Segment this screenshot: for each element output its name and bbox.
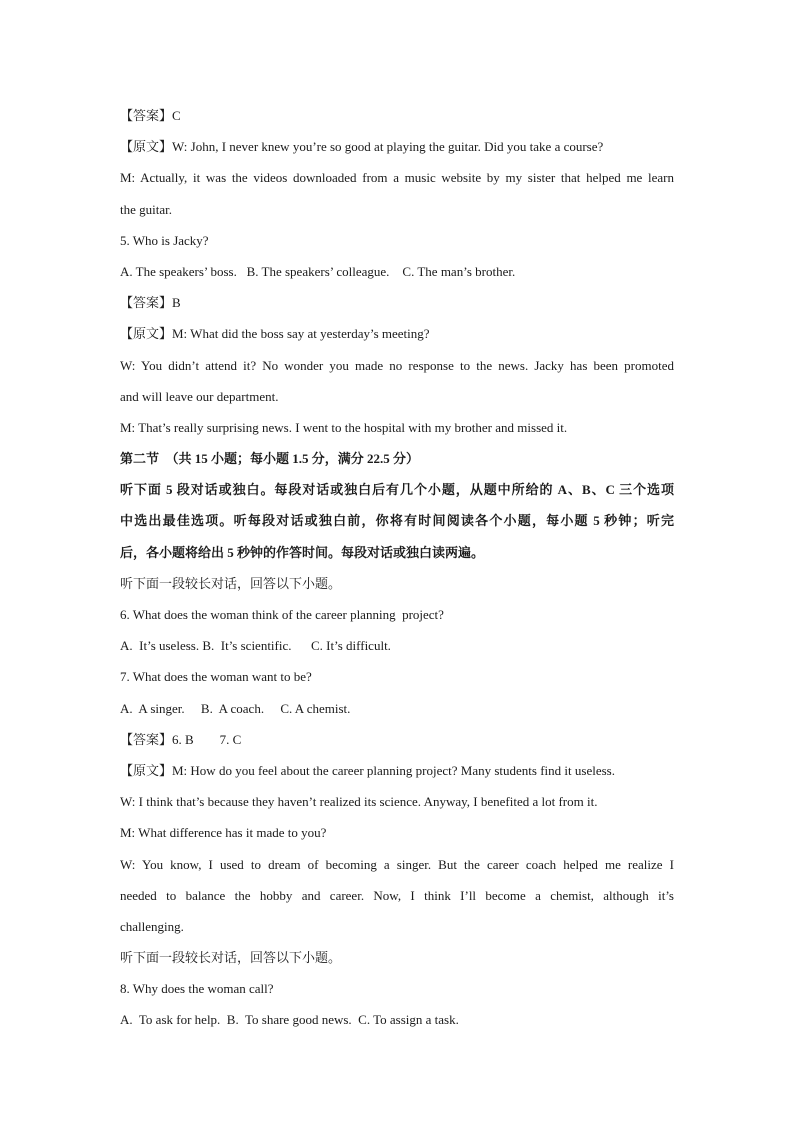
question: 5. Who is Jacky? xyxy=(120,232,209,248)
answer-label: 【答案】C xyxy=(120,108,181,123)
question: 8. Why does the woman call? xyxy=(120,981,274,997)
listening-prompt: 听下面一段较长对话，回答以下小题。 xyxy=(120,950,342,966)
transcript-line: 【原文】W: John, I never knew you’re so good at playing the guitar. Did you take a course? xyxy=(120,139,604,155)
section-instructions: 听下面 5 段对话或独白。每段对话或独白后有几个小题，从题中所给的 A、B、C 三个选项 xyxy=(120,482,674,498)
transcript-line: the guitar. xyxy=(120,201,172,217)
section-instructions: 后，各小题将给出 5 秒钟的作答时间。每段对话或独白读两遍。 xyxy=(120,544,485,560)
listening-prompt: 听下面一段较长对话，回答以下小题。 xyxy=(120,575,342,591)
answer-options: A. It’s useless. B. It’s scientific. C. It’s difficult. xyxy=(120,638,391,654)
transcript-line: needed to balance the hobby and career. Now, I think I’ll become a chemist, although it’s xyxy=(120,887,674,903)
transcript-line: challenging. xyxy=(120,918,184,934)
section-instructions: 中选出最佳选项。听每段对话或独白前，你将有时间阅读各个小题，每小题 5 秒钟；听完 xyxy=(120,513,674,529)
transcript-line: 【原文】M: How do you feel about the career planning project? Many students find it useless. xyxy=(120,762,615,778)
transcript-line: W: You didn’t attend it? No wonder you made no response to the news. Jacky has been promoted xyxy=(120,357,674,373)
answer-label: 【答案】B xyxy=(120,295,181,311)
section-heading: 第二节 （共 15 小题；每小题 1.5 分，满分 22.5 分） xyxy=(120,451,420,467)
transcript-line: W: I think that’s because they haven’t realized its science. Anyway, I benefited a lot from it. xyxy=(120,794,598,810)
answer-options: A. A singer. B. A coach. C. A chemist. xyxy=(120,700,351,716)
transcript-line: M: What difference has it made to you? xyxy=(120,825,327,841)
transcript-line: M: Actually, it was the videos downloaded from a music website by my sister that helped me learn xyxy=(120,170,674,186)
answer-options: A. The speakers’ boss. B. The speakers’ colleague. C. The man’s brother. xyxy=(120,263,516,279)
transcript-line: W: You know, I used to dream of becoming a singer. But the career coach helped me realize I xyxy=(120,856,674,872)
transcript-line: M: That’s really surprising news. I went to the hospital with my brother and missed it. xyxy=(120,419,568,435)
answer-label: 【答案】6. B 7. C xyxy=(120,731,242,747)
transcript-line: and will leave our department. xyxy=(120,388,279,404)
transcript-line: 【原文】M: What did the boss say at yesterday’s meeting? xyxy=(120,326,430,342)
question: 6. What does the woman think of the career planning project? xyxy=(120,607,444,622)
document-page xyxy=(120,100,674,1036)
question: 7. What does the woman want to be? xyxy=(120,669,312,685)
answer-options: A. To ask for help. B. To share good news. C. To assign a task. xyxy=(120,1012,459,1028)
